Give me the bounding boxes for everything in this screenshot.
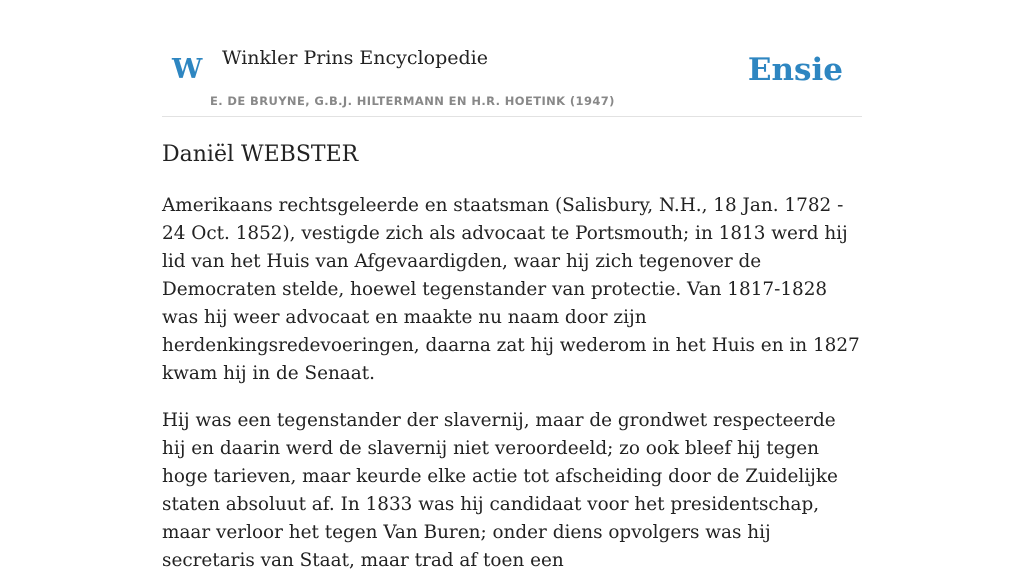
brand-logo-link[interactable]: Ensie	[747, 52, 843, 88]
source-logo[interactable]: W	[172, 54, 203, 85]
article-paragraph: Amerikaans rechtsgeleerde en staatsman (Salisbury, N.H., 18 Jan. 1782 - 24 Oct. 1852), vestigde zich als advocaat te Portsmouth; in 1813 werd hij lid van het Huis van Afgevaardigden, waar hij zich tegenover de Democraten stelde, hoewel tegenstander van protectie. Van 1817-1828 was hij weer advocaat en maakte nu naam door zijn herdenkingsredevoeringen, daarna zat hij wederom in het Huis en in 1827 kwam hij in de Senaat.	[162, 195, 860, 384]
source-authors: E. DE BRUYNE, G.B.J. HILTERMANN EN H.R. HOETINK (1947)	[210, 94, 615, 108]
article-title: Daniël WEBSTER	[162, 142, 359, 167]
article	[162, 140, 862, 575]
source-header	[162, 0, 862, 117]
source-title-link[interactable]: Winkler Prins Encyclopedie	[222, 47, 488, 69]
article-paragraph: Hij was een tegenstander der slavernij, maar de grondwet respecteerde hij en daarin werd de slavernij niet veroordeeld; zo ook bleef hij tegen hoge tarieven, maar keurde elke actie tot afscheiding door de Zuidelijke staten absoluut af. In 1833 was hij candidaat voor het presidentschap, maar verloor het tegen Van Buren; onder diens opvolgers was hij secretaris van Staat, maar trad af toen een	[162, 410, 838, 571]
